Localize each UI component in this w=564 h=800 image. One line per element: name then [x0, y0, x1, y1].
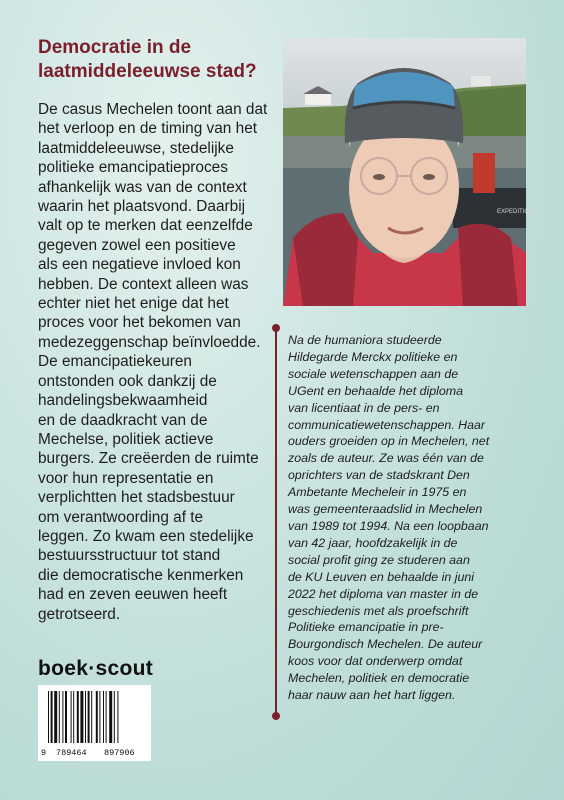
- isbn-barcode: [38, 685, 151, 761]
- blurb-line: gegeven zowel een positieve: [38, 236, 236, 254]
- barcode-bar: [91, 691, 92, 743]
- author-photo-illustration: [283, 38, 538, 306]
- barcode-bar: [65, 691, 67, 743]
- blurb-line: voor hun representatie en: [38, 469, 214, 487]
- bio-line: UGent en behaalde het diploma: [288, 383, 463, 398]
- blurb-line: De emancipatiekeuren: [38, 353, 192, 371]
- blurb-line: om verantwoording af te: [38, 508, 204, 526]
- blurb-line: medezeggenschap beïnvloedde.: [38, 333, 261, 351]
- blurb-line: en de daadkracht van de: [38, 411, 208, 429]
- bio-line: sociale wetenschappen aan de: [288, 366, 459, 381]
- publisher-name-part2: scout: [95, 657, 154, 680]
- bio-line: Bourgondisch Mechelen. De auteur: [288, 637, 483, 652]
- blurb-line: ontstonden ook dankzij de: [38, 372, 217, 390]
- barcode-bar: [54, 691, 57, 743]
- blurb-line: hebben. De context alleen was: [38, 275, 249, 293]
- barcode-bar: [109, 691, 112, 743]
- bio-line: koos voor dat onderwerp omdat: [288, 654, 463, 669]
- blurb-line: politieke emancipatieproces: [38, 159, 228, 177]
- divider-top-dot: [272, 324, 280, 332]
- barcode-bar: [77, 691, 79, 743]
- bio-line: Politieke emancipatie in pre-: [288, 620, 444, 635]
- blurb-line: Mechelse, politiek actieve: [38, 430, 214, 448]
- blurb-line: valt op te merken dat eenzelfde: [38, 217, 253, 235]
- barcode-bar: [106, 691, 107, 743]
- publisher-dot: ·: [88, 657, 96, 680]
- bio-line: communicatiewetenschappen. Haar: [288, 417, 485, 432]
- bio-line: van licentiaat in de pers- en: [288, 400, 440, 415]
- blurb-line: afhankelijk was van de context: [38, 178, 247, 196]
- blurb-line: burgers. Ze creëerden de ruimte: [38, 450, 259, 468]
- bio-line: de KU Leuven en behaalde in juni: [288, 569, 475, 584]
- barcode-bar: [48, 691, 49, 743]
- bio-line: zoals de auteur. Ze was één van de: [288, 451, 484, 466]
- bio-line: Ambetante Mecheleir in 1975 en: [288, 485, 467, 500]
- bio-line: was gemeenteraadslid in Mechelen: [288, 502, 483, 517]
- isbn-right-digits: 897906: [104, 748, 135, 758]
- bio-line: ouders groeiden op in Mechelen, net: [288, 434, 490, 449]
- publisher-logo: [38, 657, 153, 681]
- barcode-bar: [114, 691, 115, 743]
- blurb-line: De casus Mechelen toont aan dat: [38, 101, 268, 118]
- barcode-bar: [62, 691, 63, 743]
- bio-line: van 42 jaar, hoofdzakelijk in de: [288, 535, 458, 550]
- bio-line: oprichters van de stadskrant Den: [288, 468, 470, 483]
- author-bio: [288, 332, 528, 704]
- blurb-line: proces voor het bekomen van: [38, 314, 241, 332]
- publisher-name-part1: boek: [38, 657, 89, 680]
- divider-bottom-dot: [272, 712, 280, 720]
- blurb-line: echter niet het enige dat het: [38, 295, 229, 313]
- barcode-bar: [88, 691, 90, 743]
- isbn-lead-digit: 9: [41, 748, 47, 758]
- barcode-bar: [85, 691, 86, 743]
- title-line-2: laatmiddeleeuwse stad?: [38, 61, 257, 82]
- title-line-1: Democratie in de: [38, 37, 192, 58]
- bio-divider: [275, 328, 277, 716]
- blurb-line: leggen. Zo kwam een stedelijke: [38, 527, 254, 545]
- barcode-bar: [96, 691, 98, 743]
- blurb-line: laatmiddeleeuwse, stedelijke: [38, 139, 234, 157]
- barcode-bar: [103, 691, 104, 743]
- blurb-line: waarin het plaatsvond. Daarbij: [38, 198, 246, 216]
- boat-label: EXPEDITIONS: [497, 209, 538, 215]
- bio-line: Na de humaniora studeerde: [288, 333, 442, 347]
- barcode-bar: [73, 691, 74, 743]
- blurb-line: bestuursstructuur tot stand: [38, 547, 221, 565]
- isbn-left-digits: 789464: [56, 748, 87, 758]
- bio-line: Mechelen, politiek en democratie: [288, 671, 470, 686]
- blurb-line: handelingsbekwaamheid: [38, 392, 208, 410]
- bio-line: van 1989 tot 1994. Na een loopbaan: [288, 518, 489, 533]
- barcode-bars: [38, 685, 151, 747]
- blurb-line: het verloop en de timing van het: [38, 120, 258, 138]
- bio-line: haar nauw aan het hart liggen.: [288, 688, 456, 703]
- blurb-line: die democratische kenmerken: [38, 566, 244, 584]
- barcode-bar: [99, 691, 100, 743]
- bio-line: social profit ging ze studeren aan: [288, 552, 470, 567]
- bio-line: Hildegarde Merckx politieke en: [288, 349, 458, 364]
- bio-line: 2022 het diploma van master in de: [288, 586, 479, 601]
- bio-line: geschiedenis met als proefschrift: [288, 603, 469, 618]
- blurb-line: getrotseerd.: [38, 605, 121, 623]
- barcode-bar: [117, 691, 118, 743]
- book-title: [38, 36, 278, 84]
- book-blurb: [38, 100, 266, 624]
- author-photo: [283, 38, 538, 306]
- blurb-line: had en zeven eeuwen heeft: [38, 586, 228, 604]
- blurb-line: verplichtten het stadsbestuur: [38, 489, 235, 507]
- blurb-line: als een negatieve invloed kon: [38, 256, 241, 274]
- barcode-bar: [71, 691, 72, 743]
- barcode-bar: [51, 691, 53, 743]
- barcode-bar: [80, 691, 83, 743]
- barcode-bar: [59, 691, 60, 743]
